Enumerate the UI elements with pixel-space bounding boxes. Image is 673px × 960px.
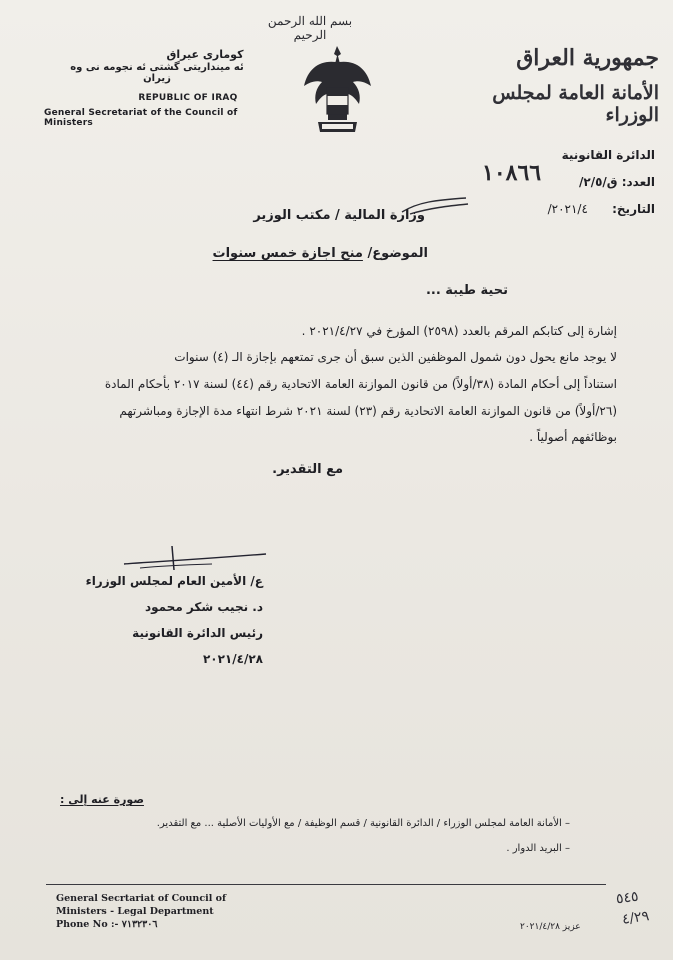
footer-divider: [46, 884, 606, 885]
kurdish-republic-heading: كومارى عيراق: [166, 48, 244, 61]
signature-on-behalf: ع/ الأمين العام لمجلس الوزراء: [85, 574, 263, 588]
subject-value: منح اجازة خمس سنوات: [212, 246, 363, 261]
kurdish-secretariat-heading: ئه مینداریتى گشتى ئه نجومه نى وه زیران: [70, 62, 244, 84]
handwritten-signature: [120, 540, 270, 574]
reference-number: ١٠٨٦٦: [482, 160, 542, 186]
body-paragraph-1: إشارة إلى كتابكم المرقم بالعدد (٢٥٩٨) المؤرخ في ٢٠٢١/٤/٢٧ .: [301, 324, 617, 338]
subject-line: [213, 246, 428, 261]
copy-item: – الأمانة العامة لمجلس الوزراء / الدائرة القانونية / قسم الوظيفة / مع الأوليات الأصلية ... مع التقدير.: [156, 818, 570, 829]
document-number: العدد: ق/٢/٥/: [579, 175, 655, 189]
signature-date: ٢٠٢١/٤/٢٨: [202, 652, 263, 666]
iraq-eagle-emblem: [300, 42, 375, 142]
signatory-name: د. نجيب شكر محمود: [144, 600, 263, 614]
copies-label: صورة عنه إلى :: [60, 793, 144, 806]
body-paragraph-4: (٢٦/أولاً) من قانون الموازنة العامة الاتحادية رقم (٢٣) لسنة ٢٠٢١ شرط انتهاء مدة الإجازة ومباشرتهم: [119, 404, 617, 418]
body-paragraph-2: لا يوجد مانع يحول دون شمول الموظفين الذين سبق أن جرى تمتعهم بإجازة الـ (٤) سنوات: [174, 350, 617, 364]
body-paragraph-3: استناداً إلى أحكام المادة (٣٨/أولاً) من قانون الموازنة العامة الاتحادية رقم (٤٤) لسنة ٢٠١٧ بأحكام المادة: [104, 377, 617, 391]
english-secretariat-heading: General Secretariat of the Council of Ministers: [44, 108, 238, 128]
english-republic-heading: REPUBLIC OF IRAQ: [138, 93, 238, 103]
recipient: وزارة المالية / مكتب الوزير: [253, 208, 425, 223]
footer-typist-code: عزيز ٢٠٢١/٤/٢٨: [520, 922, 581, 932]
signatory-title: رئيس الدائرة القانونية: [132, 626, 263, 640]
handwritten-note-1: ٥٤٥: [614, 888, 640, 908]
footer-line-2: Ministers - Legal Department: [56, 906, 214, 917]
department-label: الدائرة القانونية: [561, 148, 655, 162]
arabic-secretariat-heading: الأمانة العامة لمجلس الوزراء: [492, 82, 659, 126]
closing-regards: مع التقدير.: [272, 462, 343, 477]
date-value: ٢٠٢١/٤/: [547, 202, 588, 216]
body-paragraph-5: بوظائفهم أصولياً .: [529, 430, 617, 444]
footer-line-1: General Secrtariat of Council of: [56, 893, 227, 904]
handwritten-note-2: ٤/٢٩: [621, 908, 651, 928]
arabic-republic-heading: جمهورية العراق: [516, 45, 659, 71]
date-label: التاريخ:: [612, 202, 655, 216]
subject-label: الموضوع/: [367, 246, 428, 261]
copy-item: – البريد الدوار .: [506, 843, 570, 854]
footer-phone: Phone No :- ٧١٣٢٣٠٦: [56, 919, 158, 930]
greeting: تحية طيبة ...: [425, 283, 508, 298]
basmala: بسم الله الرحمن الرحيم: [267, 14, 353, 42]
document-date: [495, 202, 655, 216]
